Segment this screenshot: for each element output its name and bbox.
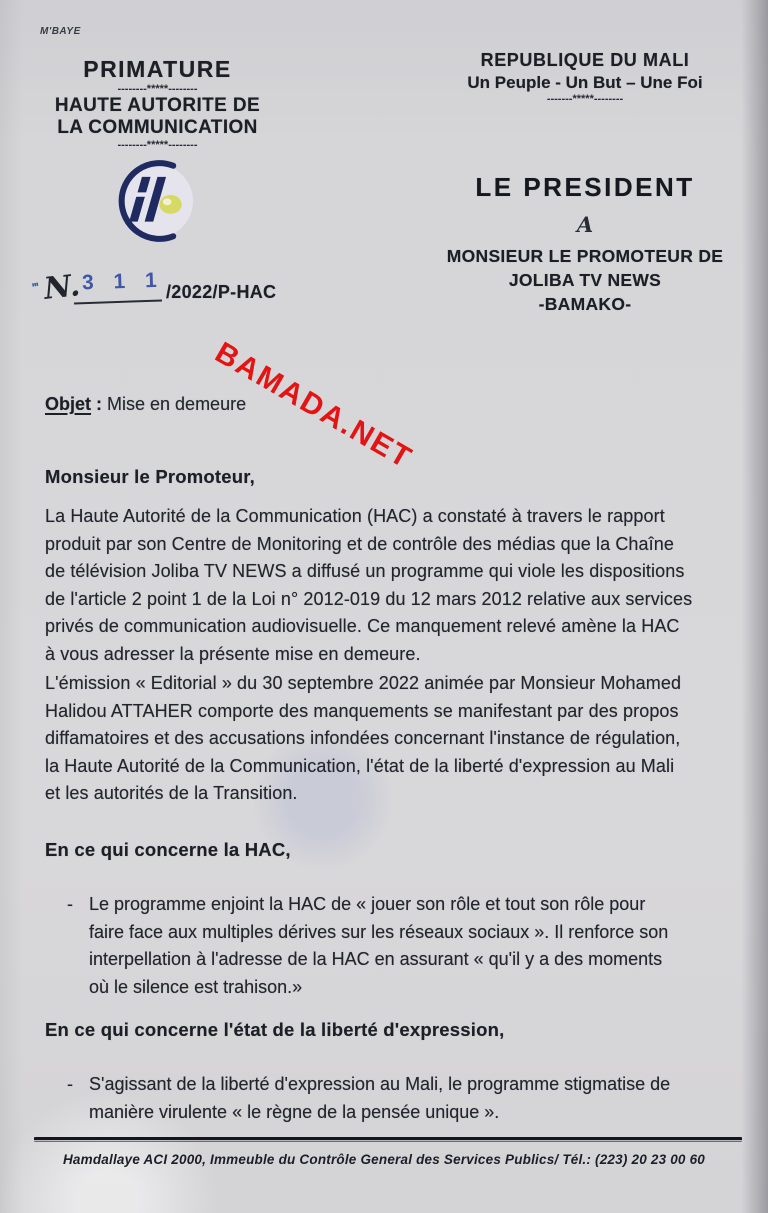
recipient-line3: -BAMAKO- [538, 294, 632, 314]
paragraph-1-line: de télévision Joliba TV NEWS a diffusé un programme qui viole les dispositions [45, 561, 685, 582]
section-heading-liberte: En ce qui concerne l'état de la liberté d'expression, [45, 1019, 505, 1040]
paragraph-1-line: privés de communication audiovisuelle. Ce manquement relevé amène la HAC [45, 616, 680, 637]
recipient-block [415, 244, 755, 316]
primature-title: PRIMATURE [83, 56, 232, 82]
bullet-hac-line: Le programme enjoint la HAC de « jouer son rôle et tout son rôle pour [89, 894, 646, 914]
hac-logo [113, 158, 199, 244]
paragraph-2 [45, 670, 745, 808]
subject-value: Mise en demeure [102, 394, 247, 414]
bullet-dash: - [67, 1074, 73, 1094]
handwritten-number: 3 1 1 [81, 268, 165, 295]
recipient-line1: MONSIEUR LE PROMOTEUR DE [446, 246, 724, 266]
bullet-hac-line: interpellation à l'adresse de la HAC en assurant « qu'il y a des moments [89, 949, 663, 970]
subject-label: Objet [45, 394, 92, 414]
paragraph-2-line: la Haute Autorité de la Communication, l'état de la liberté d'expression au Mali [45, 755, 675, 776]
bullet-liberte-lines [89, 1071, 739, 1126]
to-script-mark: A [576, 212, 594, 237]
reference-number [30, 268, 330, 316]
bullet-item-hac [67, 891, 767, 1001]
number-underline [74, 299, 162, 304]
paragraph-1 [45, 503, 745, 669]
subject-colon: : [91, 394, 103, 414]
reference-suffix: /2022/P-HAC [166, 282, 277, 302]
paragraph-2-line: diffamatoires et des accusations infondées concernant l'instance de régulation, [45, 728, 681, 749]
salutation: Monsieur le Promoteur, [45, 466, 255, 487]
bamada-watermark: BAMADA.NET [209, 336, 418, 476]
bullet-hac-line: faire face aux multiples dérives sur les réseaux sociaux ». Il renforce son [89, 921, 669, 942]
country-name: REPUBLIQUE DU MALI [480, 50, 690, 70]
paragraph-1-line: à vous adresser la présente mise en demeure. [45, 643, 421, 664]
numero-script-label: N. [42, 268, 82, 307]
paragraph-1-line: produit par son Centre de Monitoring et de contrôle des médias que la Chaîne [45, 533, 674, 554]
footer-address: Hamdallaye ACI 2000, Immeuble du Contrôle General des Services Publics/ Tél.: (223) 20 23 00 60 [62, 1152, 706, 1167]
footer-rule [34, 1137, 742, 1142]
bullet-dash: - [67, 894, 73, 914]
dashed-separator: --------*****-------- [117, 139, 198, 151]
subject-line [45, 394, 246, 415]
corner-annotation: M'BAYE [40, 26, 81, 37]
paragraph-1-line: de l'article 2 point 1 de la Loi n° 2012-019 du 12 mars 2012 relative aux services [45, 588, 693, 609]
ink-tick-marks: ''' [30, 279, 40, 296]
bullet-hac-lines [89, 891, 739, 1001]
paragraph-2-line: L'émission « Editorial » du 30 septembre 2022 animée par Monsieur Mohamed [45, 673, 682, 693]
bullet-liberte-line: S'agissant de la liberté d'expression au Mali, le programme stigmatise de [89, 1074, 671, 1094]
org-name-line2: LA COMMUNICATION [57, 117, 258, 138]
bullet-hac-line: où le silence est trahison.» [89, 976, 303, 997]
paragraph-2-line: et les autorités de la Transition. [45, 783, 298, 804]
dashed-separator: --------*****-------- [117, 83, 198, 95]
dashed-separator: -------*****-------- [546, 93, 624, 105]
bullet-item-liberte [67, 1071, 767, 1126]
paragraph-1-line: La Haute Autorité de la Communication (HAC) a constaté à travers le rapport [45, 506, 665, 526]
section-heading-hac: En ce qui concerne la HAC, [45, 839, 291, 860]
recipient-line2: JOLIBA TV NEWS [508, 270, 662, 290]
header-right [415, 50, 755, 105]
header-left [30, 56, 285, 151]
sender-title: LE PRESIDENT [475, 172, 695, 202]
bullet-liberte-line: manière virulente « le règne de la pensée unique ». [89, 1101, 500, 1122]
paragraph-2-line: Halidou ATTAHER comporte des manquements se manifestant par des propos [45, 700, 679, 721]
national-motto: Un Peuple - Un But – Une Foi [467, 73, 703, 92]
hac-logo-icon [113, 158, 199, 244]
org-name-line1: HAUTE AUTORITE DE [54, 95, 261, 116]
